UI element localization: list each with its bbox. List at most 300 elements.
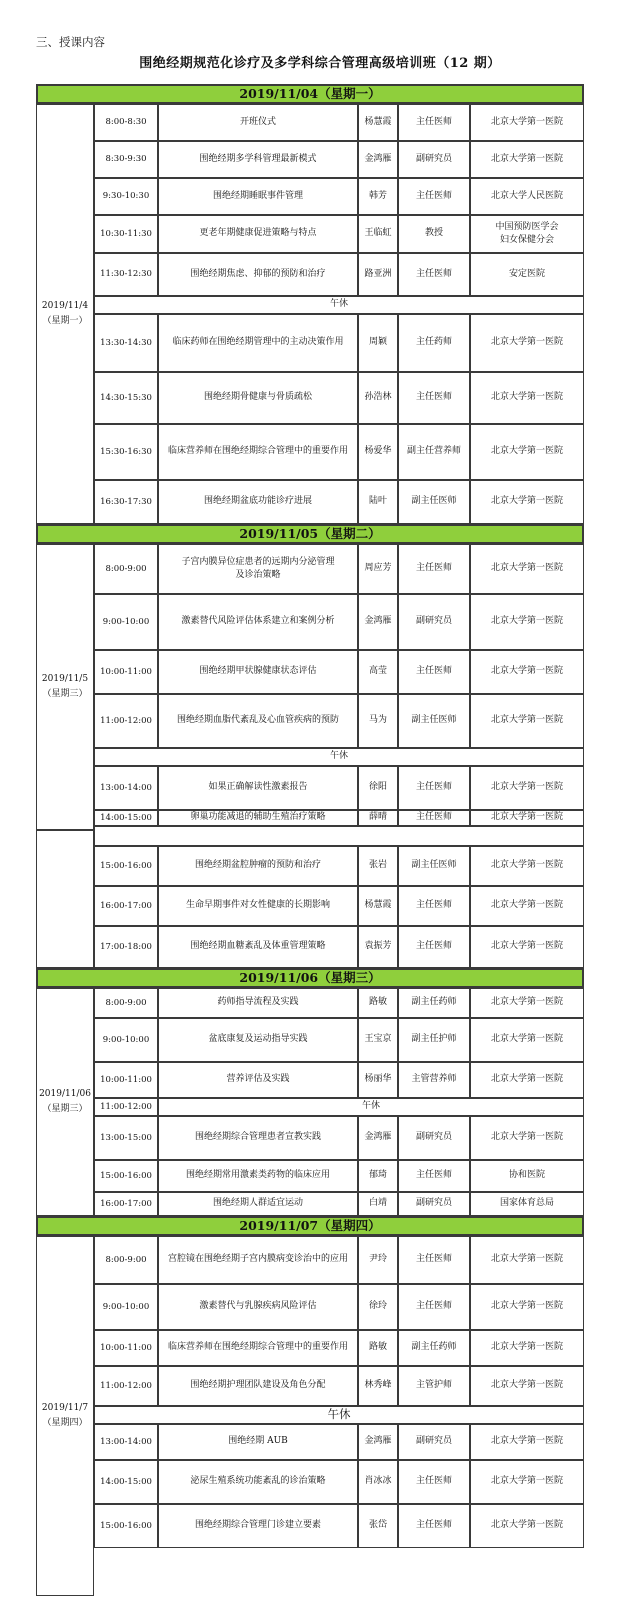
session-organization-text: 北京大学第一医院 xyxy=(490,563,563,574)
session-speaker xyxy=(358,1160,398,1192)
session-topic-text: 激素替代与乳腺疾病风险评估 xyxy=(199,1301,317,1312)
session-topic xyxy=(158,594,358,650)
session-speaker-title-text: 主任医师 xyxy=(415,190,452,201)
session-topic xyxy=(158,141,358,178)
session-speaker-text: 马为 xyxy=(368,715,387,726)
session-speaker-title-text: 主任药师 xyxy=(415,337,452,348)
session-time-text: 8:00-9:00 xyxy=(105,1254,147,1265)
session-speaker-text: 徐玲 xyxy=(368,1301,387,1312)
day-date-label xyxy=(36,988,94,1216)
session-organization xyxy=(470,988,584,1018)
session-time xyxy=(94,926,158,968)
session-time-text: 14:00-15:00 xyxy=(100,1476,152,1487)
session-speaker-text: 杨慧霞 xyxy=(364,116,392,127)
session-speaker xyxy=(358,253,398,296)
session-time-text: 14:30-15:30 xyxy=(100,392,152,403)
session-speaker-title-text: 主任医师 xyxy=(415,116,452,127)
empty-date-cell xyxy=(36,830,94,968)
session-topic xyxy=(158,1330,358,1366)
session-speaker xyxy=(358,766,398,810)
session-topic-text: 如果正确解读性激素报告 xyxy=(208,782,308,793)
session-organization xyxy=(470,926,584,968)
session-topic-text: 围绝经期多学科管理最新模式 xyxy=(199,153,317,164)
session-topic-text: 围绝经期人群适宜运动 xyxy=(212,1198,303,1209)
session-time xyxy=(94,1116,158,1160)
session-speaker-title xyxy=(398,1116,470,1160)
session-organization-text: 北京大学第一医院 xyxy=(490,1301,563,1312)
session-speaker-title xyxy=(398,886,470,926)
session-speaker-title xyxy=(398,650,470,694)
session-speaker-text: 薛晴 xyxy=(368,812,387,823)
session-time-text: 11:00-12:00 xyxy=(100,715,152,726)
session-topic xyxy=(158,544,358,594)
session-time-text: 8:30-9:30 xyxy=(105,154,147,165)
session-time-text: 8:00-9:00 xyxy=(105,563,147,574)
session-speaker xyxy=(358,141,398,178)
session-organization-text: 北京大学第一医院 xyxy=(490,1074,563,1085)
session-topic xyxy=(158,1192,358,1216)
session-speaker-title-text: 主管护师 xyxy=(415,1380,452,1391)
session-topic-text: 围绝经期综合管理门诊建立要素 xyxy=(194,1520,321,1531)
session-speaker-title xyxy=(398,1330,470,1366)
session-speaker-text: 韩芳 xyxy=(368,190,387,201)
session-speaker-text: 杨慧霞 xyxy=(364,900,392,911)
session-speaker-title xyxy=(398,104,470,141)
day-date-label xyxy=(36,104,94,524)
session-topic xyxy=(158,215,358,253)
session-organization-text: 北京大学第一医院 xyxy=(490,1342,563,1353)
session-speaker-text: 张岩 xyxy=(368,860,387,871)
session-organization-text: 协和医院 xyxy=(508,1170,545,1181)
session-topic-text: 围绝经期盆腔肿瘤的预防和治疗 xyxy=(194,860,321,871)
session-speaker-text: 肖冰冰 xyxy=(364,1476,392,1487)
session-time-text: 8:00-9:00 xyxy=(105,997,147,1008)
session-topic-text: 子宫内膜异位症患者的远期内分泌管理 及诊治策略 xyxy=(181,556,335,580)
session-time-text: 15:00-16:00 xyxy=(100,1170,152,1181)
noon-break-text: 午休 xyxy=(329,299,348,310)
session-topic-text: 围绝经期综合管理患者宣教实践 xyxy=(194,1132,321,1143)
session-speaker xyxy=(358,215,398,253)
session-organization-text: 北京大学第一医院 xyxy=(490,392,563,403)
session-speaker xyxy=(358,1366,398,1406)
session-speaker-title-text: 副研究员 xyxy=(415,153,452,164)
session-organization xyxy=(470,694,584,748)
session-topic xyxy=(158,926,358,968)
session-speaker-text: 徐阳 xyxy=(368,782,387,793)
session-organization-text: 北京大学第一医院 xyxy=(490,900,563,911)
noon-break xyxy=(94,296,584,314)
day-header xyxy=(36,524,584,544)
session-time-text: 13:00-14:00 xyxy=(100,782,152,793)
session-time xyxy=(94,1160,158,1192)
session-speaker-text: 张岱 xyxy=(368,1520,387,1531)
session-organization-text: 北京大学第一医院 xyxy=(490,1436,563,1447)
session-speaker-title-text: 副主任医师 xyxy=(411,860,457,871)
session-time xyxy=(94,810,158,826)
session-time-text: 8:00-8:30 xyxy=(105,117,147,128)
session-time xyxy=(94,141,158,178)
noon-break xyxy=(94,1406,584,1424)
session-speaker-title xyxy=(398,988,470,1018)
session-topic-text: 盆底康复及运动指导实践 xyxy=(208,1034,308,1045)
session-organization xyxy=(470,424,584,480)
session-time-text: 10:00-11:00 xyxy=(100,1342,152,1353)
session-organization-text: 中国预防医学会 妇女保健分会 xyxy=(495,221,559,245)
session-speaker-title-text: 主任医师 xyxy=(415,900,452,911)
day-date-label xyxy=(36,544,94,830)
session-time xyxy=(94,1236,158,1284)
day-date-label-text: 2019/11/5 （星期三） xyxy=(41,673,89,699)
session-topic xyxy=(158,104,358,141)
session-organization xyxy=(470,1192,584,1216)
session-organization-text: 安定医院 xyxy=(508,268,545,279)
session-time-text: 14:00-15:00 xyxy=(100,812,152,823)
session-organization-text: 北京大学第一医院 xyxy=(490,1132,563,1143)
session-organization xyxy=(470,1330,584,1366)
section-heading: 三、授课内容 xyxy=(36,35,105,49)
session-speaker-title xyxy=(398,926,470,968)
day-header-text: 2019/11/04（星期一） xyxy=(239,85,381,101)
session-speaker-text: 路敏 xyxy=(368,1342,387,1353)
session-organization-text: 北京大学第一医院 xyxy=(490,997,563,1008)
session-topic-text: 围绝经期血糖紊乱及体重管理策略 xyxy=(190,941,326,952)
session-time xyxy=(94,1330,158,1366)
session-speaker-text: 路敏 xyxy=(368,997,387,1008)
session-speaker-title xyxy=(398,1284,470,1330)
session-time-text: 9:00-10:00 xyxy=(102,616,150,627)
session-time xyxy=(94,178,158,215)
session-time-text: 10:30-11:30 xyxy=(100,228,152,239)
session-time xyxy=(94,1062,158,1098)
session-organization-text: 北京大学第一医院 xyxy=(490,860,563,871)
session-organization xyxy=(470,480,584,524)
session-speaker-text: 郁琦 xyxy=(368,1170,387,1181)
session-time-text: 16:30-17:30 xyxy=(100,496,152,507)
session-time-text: 9:30-10:30 xyxy=(102,191,150,202)
session-speaker xyxy=(358,372,398,424)
session-topic-text: 更老年期健康促进策略与特点 xyxy=(199,228,317,239)
noon-break-text: 午休 xyxy=(327,1407,351,1422)
session-speaker-title-text: 主任医师 xyxy=(415,563,452,574)
session-speaker-title xyxy=(398,480,470,524)
session-organization-text: 北京大学第一医院 xyxy=(490,446,563,457)
session-speaker xyxy=(358,650,398,694)
session-speaker-title xyxy=(398,1018,470,1062)
session-time xyxy=(94,314,158,372)
session-time xyxy=(94,886,158,926)
session-speaker-title xyxy=(398,544,470,594)
session-speaker-title-text: 主任医师 xyxy=(415,1170,452,1181)
session-speaker-text: 王宝京 xyxy=(364,1034,392,1045)
session-speaker xyxy=(358,694,398,748)
session-topic xyxy=(158,1018,358,1062)
session-organization-text: 北京大学第一医院 xyxy=(490,116,563,127)
session-topic-text: 围绝经期血脂代紊乱及心血管疾病的预防 xyxy=(176,715,339,726)
session-speaker xyxy=(358,594,398,650)
session-speaker-title-text: 主任医师 xyxy=(415,812,452,823)
session-speaker-text: 白靖 xyxy=(368,1198,387,1209)
session-topic xyxy=(158,314,358,372)
session-organization xyxy=(470,594,584,650)
session-topic xyxy=(158,1424,358,1460)
session-speaker xyxy=(358,1116,398,1160)
session-speaker-text: 金鸿雁 xyxy=(364,153,392,164)
session-topic-text: 围绝经期 AUB xyxy=(228,1436,288,1447)
session-topic-text: 临床药师在围绝经期管理中的主动决策作用 xyxy=(172,337,344,348)
day-header xyxy=(36,968,584,988)
session-speaker xyxy=(358,886,398,926)
session-speaker-title-text: 主任医师 xyxy=(415,1301,452,1312)
session-organization xyxy=(470,544,584,594)
session-speaker-title-text: 主任医师 xyxy=(415,1520,452,1531)
noon-time xyxy=(94,1098,158,1116)
session-speaker-text: 袁振芳 xyxy=(364,941,392,952)
session-time xyxy=(94,424,158,480)
session-organization xyxy=(470,215,584,253)
session-speaker-title xyxy=(398,694,470,748)
session-topic xyxy=(158,1284,358,1330)
noon-break-text: 午休 xyxy=(361,1101,380,1112)
day-date-label-text: 2019/11/4 （星期一） xyxy=(41,300,89,326)
session-speaker xyxy=(358,1424,398,1460)
session-organization xyxy=(470,886,584,926)
session-speaker-title-text: 副主任护师 xyxy=(411,1034,457,1045)
session-time xyxy=(94,544,158,594)
session-time-text: 9:00-10:00 xyxy=(102,1034,150,1045)
session-time-text: 13:00-15:00 xyxy=(100,1132,152,1143)
session-speaker xyxy=(358,1018,398,1062)
session-organization xyxy=(470,1160,584,1192)
session-topic-text: 宫腔镜在围绝经期子宫内膜病变诊治中的应用 xyxy=(167,1254,348,1265)
session-speaker-title-text: 主管营养师 xyxy=(411,1074,457,1085)
session-time xyxy=(94,372,158,424)
session-topic xyxy=(158,988,358,1018)
session-organization xyxy=(470,372,584,424)
session-organization-text: 北京大学第一医院 xyxy=(490,496,563,507)
session-organization-text: 北京大学第一医院 xyxy=(490,153,563,164)
session-organization xyxy=(470,1284,584,1330)
session-speaker-text: 周应芳 xyxy=(364,563,392,574)
session-time-text: 15:00-16:00 xyxy=(100,860,152,871)
day-header-text: 2019/11/07（星期四） xyxy=(239,1217,381,1233)
session-organization xyxy=(470,1366,584,1406)
session-speaker-title xyxy=(398,766,470,810)
session-speaker-title-text: 副研究员 xyxy=(415,1132,452,1143)
schedule-table xyxy=(36,84,604,1596)
session-time xyxy=(94,1460,158,1504)
session-speaker-title-text: 副主任药师 xyxy=(411,1342,457,1353)
session-time-text: 9:00-10:00 xyxy=(102,1301,150,1312)
session-topic-text: 激素替代风险评估体系建立和案例分析 xyxy=(181,616,335,627)
session-topic-text: 卵巢功能减退的辅助生殖治疗策略 xyxy=(190,812,326,823)
session-speaker xyxy=(358,1062,398,1098)
session-time-text: 10:00-11:00 xyxy=(100,666,152,677)
session-time-text: 11:30-12:30 xyxy=(100,269,152,280)
session-organization xyxy=(470,810,584,826)
session-topic xyxy=(158,846,358,886)
session-speaker-title xyxy=(398,1062,470,1098)
session-speaker-title-text: 副主任营养师 xyxy=(406,446,461,457)
session-topic-text: 药师指导流程及实践 xyxy=(217,997,299,1008)
session-organization xyxy=(470,766,584,810)
session-speaker xyxy=(358,480,398,524)
session-topic-text: 临床营养师在围绝经期综合管理中的重要作用 xyxy=(167,446,348,457)
session-speaker-text: 孙浩林 xyxy=(364,392,392,403)
session-topic xyxy=(158,424,358,480)
session-speaker xyxy=(358,846,398,886)
session-topic xyxy=(158,694,358,748)
session-time-text: 11:00-12:00 xyxy=(100,1380,152,1391)
session-speaker-text: 陆叶 xyxy=(368,496,387,507)
session-topic xyxy=(158,1160,358,1192)
session-organization-text: 北京大学第一医院 xyxy=(490,1254,563,1265)
session-speaker-text: 金鸿雁 xyxy=(364,1436,392,1447)
session-speaker-title-text: 主任医师 xyxy=(415,941,452,952)
session-speaker xyxy=(358,1192,398,1216)
session-speaker-title xyxy=(398,178,470,215)
session-organization-text: 北京大学第一医院 xyxy=(490,941,563,952)
session-organization xyxy=(470,1062,584,1098)
session-time xyxy=(94,694,158,748)
session-speaker-text: 金鸿雁 xyxy=(364,616,392,627)
document-title: 围绝经期规范化诊疗及多学科综合管理高级培训班（12 期） xyxy=(139,56,501,71)
session-speaker-title xyxy=(398,1366,470,1406)
day-header xyxy=(36,84,584,104)
session-topic xyxy=(158,372,358,424)
session-organization xyxy=(470,253,584,296)
session-organization-text: 北京大学第一医院 xyxy=(490,812,563,823)
session-organization-text: 北京大学第一医院 xyxy=(490,666,563,677)
session-speaker-text: 高莹 xyxy=(368,666,387,677)
session-organization-text: 北京大学第一医院 xyxy=(490,616,563,627)
session-time xyxy=(94,650,158,694)
session-topic-text: 围绝经期骨健康与骨质疏松 xyxy=(203,392,312,403)
session-time-text: 16:00-17:00 xyxy=(100,900,152,911)
session-speaker-title xyxy=(398,810,470,826)
session-topic xyxy=(158,650,358,694)
session-topic-text: 开班仪式 xyxy=(239,116,276,127)
session-organization xyxy=(470,1424,584,1460)
session-speaker xyxy=(358,1504,398,1548)
session-organization xyxy=(470,141,584,178)
session-speaker-title xyxy=(398,314,470,372)
session-speaker-title xyxy=(398,1504,470,1548)
session-topic-text: 围绝经期焦虑、抑郁的预防和治疗 xyxy=(190,268,326,279)
session-speaker-title-text: 主任医师 xyxy=(415,782,452,793)
session-topic-text: 围绝经期护理团队建设及角色分配 xyxy=(190,1380,326,1391)
session-speaker-title xyxy=(398,1160,470,1192)
session-topic xyxy=(158,886,358,926)
session-topic xyxy=(158,1366,358,1406)
session-organization xyxy=(470,314,584,372)
session-speaker xyxy=(358,544,398,594)
session-time-text: 16:00-17:00 xyxy=(100,1198,152,1209)
session-speaker xyxy=(358,314,398,372)
session-time xyxy=(94,253,158,296)
session-speaker-title-text: 主任医师 xyxy=(415,666,452,677)
session-speaker-title-text: 副研究员 xyxy=(415,1436,452,1447)
session-speaker-title-text: 主任医师 xyxy=(415,1254,452,1265)
session-speaker-title xyxy=(398,1192,470,1216)
session-topic xyxy=(158,1460,358,1504)
session-speaker xyxy=(358,1284,398,1330)
session-speaker-title xyxy=(398,1236,470,1284)
session-speaker-text: 王临虹 xyxy=(364,228,392,239)
session-speaker-title xyxy=(398,372,470,424)
session-topic-text: 生命早期事件对女性健康的长期影响 xyxy=(185,900,330,911)
session-speaker xyxy=(358,424,398,480)
session-organization-text: 国家体育总局 xyxy=(499,1198,554,1209)
session-speaker-title xyxy=(398,594,470,650)
session-speaker xyxy=(358,810,398,826)
session-speaker xyxy=(358,1460,398,1504)
noon-time-text: 11:00-12:00 xyxy=(100,1101,152,1112)
session-organization-text: 北京大学第一医院 xyxy=(490,1380,563,1391)
session-time xyxy=(94,215,158,253)
session-topic xyxy=(158,480,358,524)
session-time xyxy=(94,1504,158,1548)
session-time-text: 15:00-16:00 xyxy=(100,1520,152,1531)
session-organization-text: 北京大学第一医院 xyxy=(490,337,563,348)
session-organization xyxy=(470,1460,584,1504)
session-time xyxy=(94,988,158,1018)
session-organization xyxy=(470,650,584,694)
session-speaker-text: 尹玲 xyxy=(368,1254,387,1265)
session-topic xyxy=(158,1116,358,1160)
session-organization xyxy=(470,1236,584,1284)
session-time xyxy=(94,1424,158,1460)
session-time xyxy=(94,1284,158,1330)
session-time-text: 13:00-14:00 xyxy=(100,1436,152,1447)
session-speaker-text: 杨爱华 xyxy=(364,446,392,457)
session-speaker-text: 周颖 xyxy=(368,337,387,348)
session-speaker xyxy=(358,926,398,968)
session-topic xyxy=(158,253,358,296)
session-topic xyxy=(158,178,358,215)
session-speaker-title-text: 主任医师 xyxy=(415,268,452,279)
session-organization xyxy=(470,1504,584,1548)
session-time xyxy=(94,846,158,886)
session-speaker-title xyxy=(398,846,470,886)
session-time xyxy=(94,594,158,650)
session-organization xyxy=(470,178,584,215)
session-topic-text: 围绝经期甲状腺健康状态评估 xyxy=(199,666,317,677)
session-organization xyxy=(470,104,584,141)
session-organization-text: 北京大学第一医院 xyxy=(490,1476,563,1487)
session-time xyxy=(94,480,158,524)
session-speaker-title-text: 副研究员 xyxy=(415,1198,452,1209)
session-speaker-title xyxy=(398,253,470,296)
session-speaker-title-text: 副主任药师 xyxy=(411,997,457,1008)
session-topic-text: 围绝经期盆底功能诊疗进展 xyxy=(203,496,312,507)
day-date-label xyxy=(36,1236,94,1596)
session-speaker-title-text: 副研究员 xyxy=(415,616,452,627)
session-topic-text: 围绝经期睡眠事件管理 xyxy=(212,190,303,201)
session-time xyxy=(94,1018,158,1062)
session-speaker-text: 路亚洲 xyxy=(364,268,392,279)
session-topic xyxy=(158,1236,358,1284)
session-speaker-title xyxy=(398,1460,470,1504)
session-organization-text: 北京大学第一医院 xyxy=(490,1520,563,1531)
session-speaker-title xyxy=(398,141,470,178)
session-speaker-title xyxy=(398,424,470,480)
session-speaker xyxy=(358,988,398,1018)
day-date-label-text: 2019/11/06 （星期三） xyxy=(39,1088,91,1114)
session-topic-text: 围绝经期常用激素类药物的临床应用 xyxy=(185,1170,330,1181)
session-time xyxy=(94,1366,158,1406)
session-speaker-title-text: 主任医师 xyxy=(415,392,452,403)
empty-row xyxy=(94,826,584,846)
